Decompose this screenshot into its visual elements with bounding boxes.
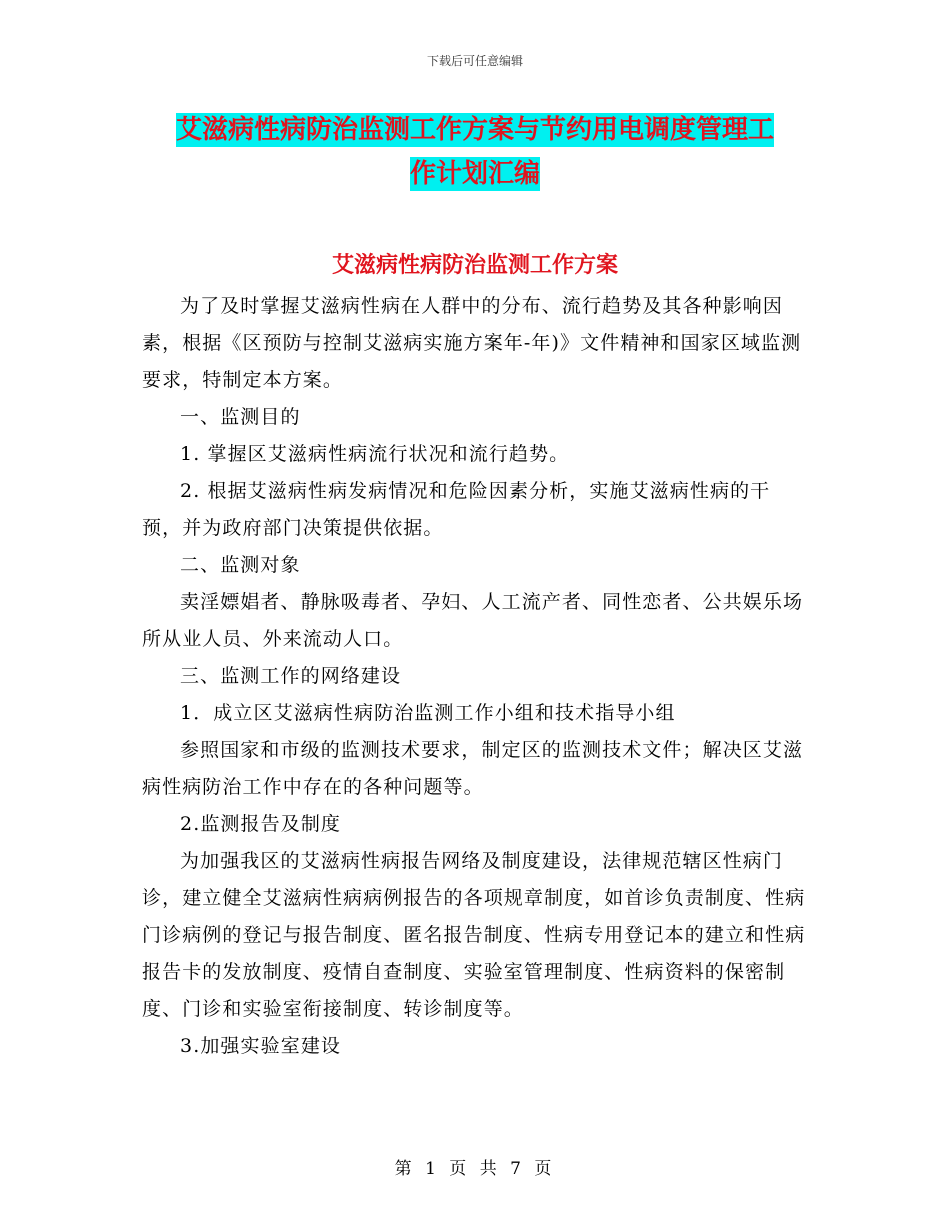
paragraph-intro: 为了及时掌握艾滋病性病在人群中的分布、流行趋势及其各种影响因素，根据《区预防与控制艾滋病实施方案年-年)》文件精神和国家区域监测要求，特制定本方案。 [142,295,802,391]
header-note: 下载后可任意编辑 [426,54,523,68]
section-title: 艾滋病性病防治监测工作方案 [331,253,618,278]
heading-network-construction: 三、监测工作的网络建设 [180,665,402,687]
paragraph-purpose-1: 1. 掌握区艾滋病性病流行状况和流行趋势。 [180,443,570,465]
paragraph-network-2: 2.监测报告及制度 [180,813,342,835]
paragraph-network-3: 3.加强实验室建设 [180,1035,342,1057]
heading-monitoring-targets: 二、监测对象 [180,554,301,576]
paragraph-network-2-detail: 为加强我区的艾滋病性病报告网络及制度建设，法律规范辖区性病门诊，建立健全艾滋病性病病例报告的各项规章制度，如首诊负责制度、性病门诊病例的登记与报告制度、匿名报告制度、性病专用登记本的建立和性病报告卡的发放制度、疫情自查制度、实验室管理制度、性病资料的保密制度、门诊和实验室衔接制度、转诊制度等。 [142,850,806,1020]
document-body [142,288,808,1065]
heading-monitoring-purpose: 一、监测目的 [180,406,301,428]
paragraph-network-1: 1．成立区艾滋病性病防治监测工作小组和技术指导小组 [180,702,676,724]
page-number: 第 1 页 共 7 页 [394,1159,556,1179]
paragraph-targets: 卖淫嫖娼者、静脉吸毒者、孕妇、人工流产者、同性恋者、公共娱乐场所从业人员、外来流动人口。 [142,591,804,650]
title-line-2: 作计划汇编 [409,159,540,189]
title-line-1: 艾滋病性病防治监测工作方案与节约用电调度管理工 [175,115,774,145]
paragraph-purpose-2: 2. 根据艾滋病性病发病情况和危险因素分析，实施艾滋病性病的干预，并为政府部门决策提供依据。 [142,480,771,539]
document-title [142,108,808,196]
paragraph-network-1-detail: 参照国家和市级的监测技术要求，制定区的监测技术文件；解决区艾滋病性病防治工作中存在的各种问题等。 [142,739,804,798]
